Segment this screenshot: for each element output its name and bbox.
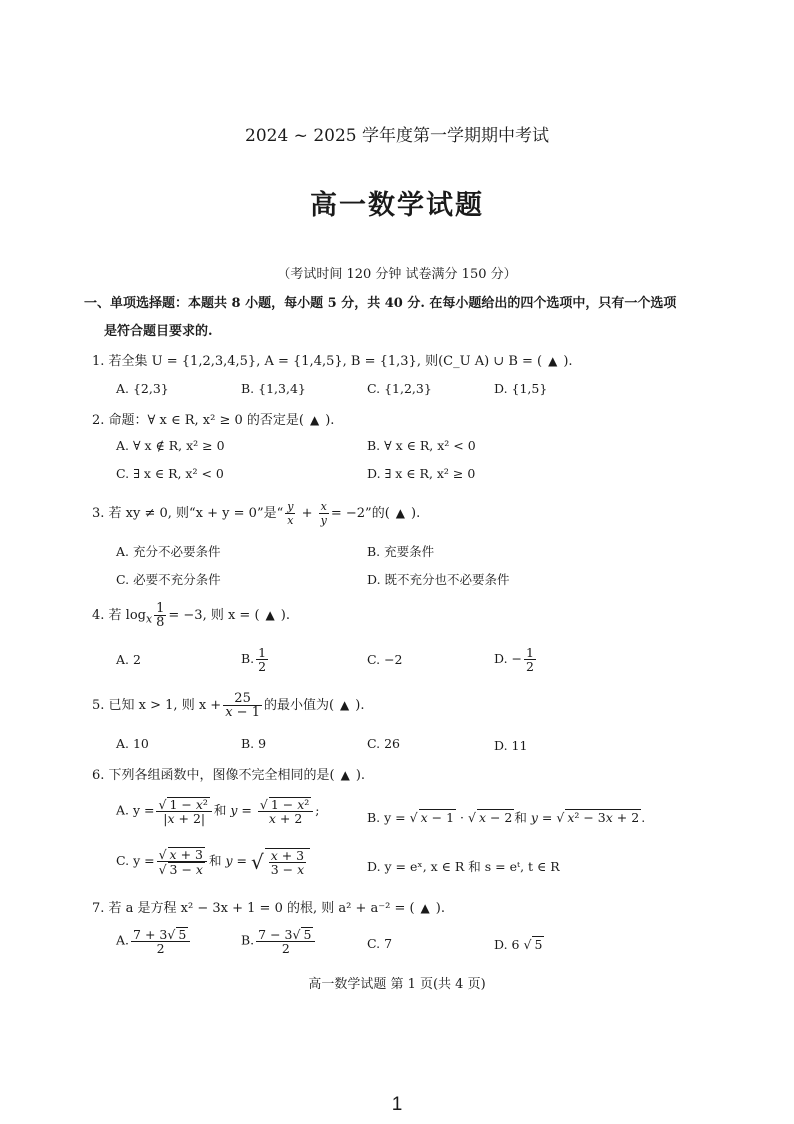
question-6-close: ).	[355, 768, 366, 783]
question-7-option-b: B. $\frac{7 - 3√ 5}{2}$	[241, 927, 317, 955]
question-1-option-c: C. {1,2,3}	[367, 381, 432, 396]
fraction-x-over-y: $\frac{x}{y}$	[320, 500, 327, 527]
question-7-text: 7. 若 a 是方程 x² − 3x + 1 = 0 的根, 则 a² + a⁻² = (	[92, 901, 415, 916]
answer-marker: ▲	[395, 506, 406, 520]
question-7-stem	[92, 897, 445, 916]
question-4-text-b: = −3, 则 x = (	[168, 608, 260, 623]
page-number: 1	[391, 1094, 403, 1115]
section-heading-line1: 一、单项选择题：本题共 8 小题，每小题 5 分，共 40 分. 在每小题给出的四个选项中，只有一个选项	[84, 296, 677, 311]
question-4-text-a: 4. 若 log	[92, 608, 146, 623]
fraction-7-minus-3sqrt5-over-2: $\frac{7 - 3√ 5}{2}$	[256, 927, 315, 955]
question-3-option-c: C. 必要不充分条件	[116, 572, 221, 587]
question-6-option-d: D. y = eˣ, x ∈ R 和 s = eᵗ, t ∈ R	[367, 859, 560, 874]
question-7-close: ).	[435, 901, 445, 916]
fraction-25-over-x-minus-1: $\frac{25}{x - 1}$	[225, 691, 260, 720]
question-6-option-a: A. y = √ $\frac{\text{1 − x²}}{|x + 2|}$ 和 y = √ $\frac{\text{1 − x²}}{x + 2}$ ;	[116, 797, 320, 825]
section-heading-line2: 是符合题目要求的.	[104, 324, 213, 339]
question-4-option-b: B. $\frac{1}{2}$	[241, 645, 267, 674]
fraction-1-over-8: $\frac{1}{8}$	[156, 601, 165, 630]
question-6-stem	[92, 764, 365, 783]
fraction-sqrt-1-minus-x2-over-x-plus-2: √ $\frac{\text{1 − x²}}{x + 2}$	[258, 797, 313, 825]
question-3-close: ).	[411, 506, 421, 521]
question-3-stem: 3. 若 xy ≠ 0, 则“x + y = 0”是“ $\frac{y}{x}$ + $\frac{x}{y}$ = −2”的( ▲ ).	[92, 500, 421, 527]
question-4-close: ).	[280, 608, 290, 623]
question-6-option-c: C. y = √ x + 3 √ 3 − x 和 y = √ $\frac{x + 3}{3 - x}$	[116, 847, 310, 876]
question-3-option-b: B. 充要条件	[367, 544, 435, 559]
fraction-sqrt-x-plus-3-over-sqrt-3-minus-x: √ x + 3 √ 3 − x	[157, 847, 207, 876]
question-1-option-d: D. {1,5}	[494, 381, 548, 396]
question-5-option-b: B. 9	[241, 736, 267, 751]
question-3-option-a: A. 充分不必要条件	[116, 544, 221, 559]
question-4-option-d: D. − $\frac{1}{2}$	[494, 645, 534, 674]
exam-info: （考试时间 120 分钟 试卷满分 150 分）	[277, 267, 517, 282]
question-1-option-a: A. {2,3}	[116, 381, 169, 396]
question-2-stem	[92, 409, 334, 428]
question-7-option-a: A. $\frac{7 + 3√ 5}{2}$	[116, 927, 192, 955]
question-7-option-d: D. 6 √ 5	[494, 936, 544, 952]
fraction-1-over-2: $\frac{1}{2}$	[258, 645, 267, 674]
fraction-7-plus-3sqrt5-over-2: $\frac{7 + 3√ 5}{2}$	[131, 927, 190, 955]
subject-title: 高一数学试题	[310, 190, 484, 221]
question-4-stem: 4. 若 $\log_x$ $\frac{1}{8}$ = −3, 则 x = ( ▲ ).	[92, 601, 290, 630]
question-5-option-a: A. 10	[116, 736, 149, 751]
question-5-text-a: 5. 已知 x > 1, 则 x +	[92, 698, 222, 713]
answer-marker: ▲	[265, 608, 275, 622]
question-5-close: ).	[355, 698, 365, 713]
question-2-option-c: C. ∃ x ∈ R, x² < 0	[116, 466, 224, 481]
page-footer-label: 高一数学试题 第 1 页(共 4 页)	[308, 977, 486, 992]
answer-marker: ▲	[340, 768, 350, 782]
question-6-option-b: B. y = √ x − 1 · √ x − 2 和 y = √ x² − 3x + 2 .	[367, 808, 645, 826]
answer-marker: ▲	[548, 354, 558, 368]
question-5-text-b: 的最小值为(	[263, 698, 335, 713]
question-5-option-d: D. 11	[494, 738, 528, 753]
question-2-option-a: A. ∀ x ∉ R, x² ≥ 0	[116, 438, 225, 453]
answer-marker: ▲	[309, 413, 320, 427]
fraction-1-over-2: $\frac{1}{2}$	[526, 645, 534, 674]
question-4-option-c: C. −2	[367, 652, 403, 667]
fraction-x-plus-3-over-3-minus-x: $\frac{x + 3}{3 - x}$	[270, 847, 305, 877]
fraction-sqrt-1-minus-x2-over-abs: √ $\frac{\text{1 − x²}}{|x + 2|}$	[156, 797, 211, 825]
question-3-option-d: D. 既不充分也不必要条件	[367, 572, 510, 587]
answer-marker: ▲	[420, 901, 430, 915]
question-6-text: 6. 下列各组函数中，图像不完全相同的是(	[92, 768, 335, 783]
exam-title: 2024 ~ 2025 学年度第一学期期中考试	[245, 126, 549, 146]
question-3-text-a: 3. 若 xy ≠ 0, 则“x + y = 0”是“	[92, 506, 284, 521]
question-5-option-c: C. 26	[367, 736, 400, 751]
question-5-stem	[92, 692, 365, 719]
question-2-option-d: D. ∃ x ∈ R, x² ≥ 0	[367, 466, 476, 481]
question-4-option-a: A. 2	[116, 652, 141, 667]
answer-marker: ▲	[340, 698, 350, 712]
question-7-option-c: C. 7	[367, 936, 393, 951]
question-1-close: ).	[563, 354, 573, 369]
question-2-close: ).	[325, 413, 335, 428]
question-2-text: 2. 命题：∀ x ∈ R, x² ≥ 0 的否定是(	[92, 413, 304, 428]
question-1-text: 1. 若全集 U = {1,2,3,4,5}, A = {1,4,5}, B = {1,3}, 则(C_U A) ∪ B = (	[92, 354, 543, 369]
question-3-text-b: = −2”的(	[330, 506, 390, 521]
question-2-option-b: B. ∀ x ∈ R, x² < 0	[367, 438, 476, 453]
fraction-y-over-x: $\frac{y}{x}$	[287, 500, 294, 527]
question-1-stem	[92, 350, 573, 369]
question-1-option-b: B. {1,3,4}	[241, 381, 306, 396]
